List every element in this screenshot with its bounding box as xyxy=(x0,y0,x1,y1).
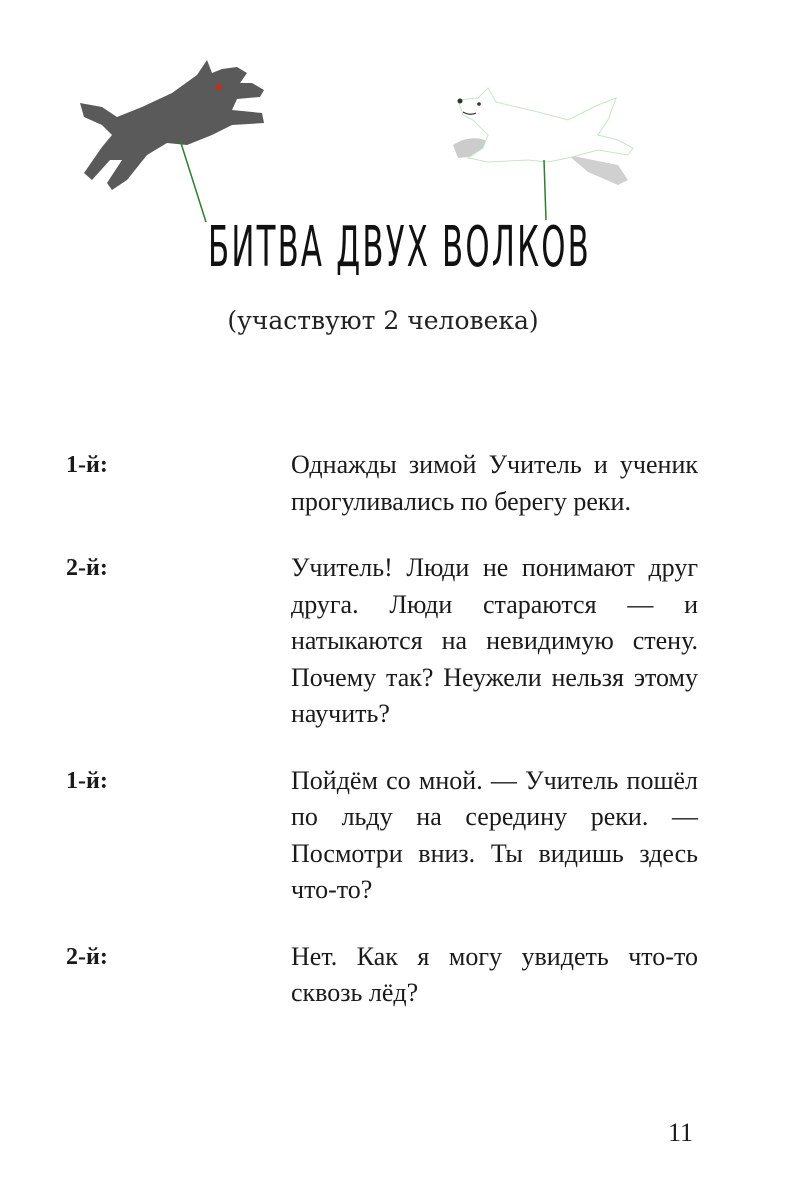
dialogue-line: Нет. Как я могу увидеть что-то сквозь лёд? xyxy=(291,941,698,1007)
speaker-label: 2-й: xyxy=(66,555,108,581)
dialogue-line: Учитель! Люди не понимают друг друга. Люди стараются — и натыкаются на невидимую стену. Почему так? Неужели нельзя этому научить? xyxy=(291,553,698,728)
dark-wolf-illustration xyxy=(72,55,272,225)
dialogue xyxy=(66,447,698,1042)
participants-note: (участвуют 2 человека) xyxy=(227,306,539,335)
dialogue-line: Пойдём со мной. — Учитель пошёл по льду на середину реки. — Посмотри вниз. Ты видишь здесь что-то? xyxy=(291,765,698,904)
dialogue-turn xyxy=(66,447,698,520)
dialogue-line: Однажды зимой Учитель и ученик прогуливались по берегу реки. xyxy=(291,450,698,516)
speaker-label: 1-й: xyxy=(66,452,108,478)
dialogue-turn xyxy=(66,763,698,909)
dialogue-turn xyxy=(66,550,698,733)
white-wolf-illustration xyxy=(448,80,648,220)
speaker-label: 2-й: xyxy=(66,943,108,970)
page-title: БИТВА ДВУХ ВОЛКОВ xyxy=(207,215,591,280)
dialogue-turn xyxy=(66,939,698,1012)
page-number: 11 xyxy=(668,1118,694,1147)
speaker-label: 1-й: xyxy=(66,767,108,794)
